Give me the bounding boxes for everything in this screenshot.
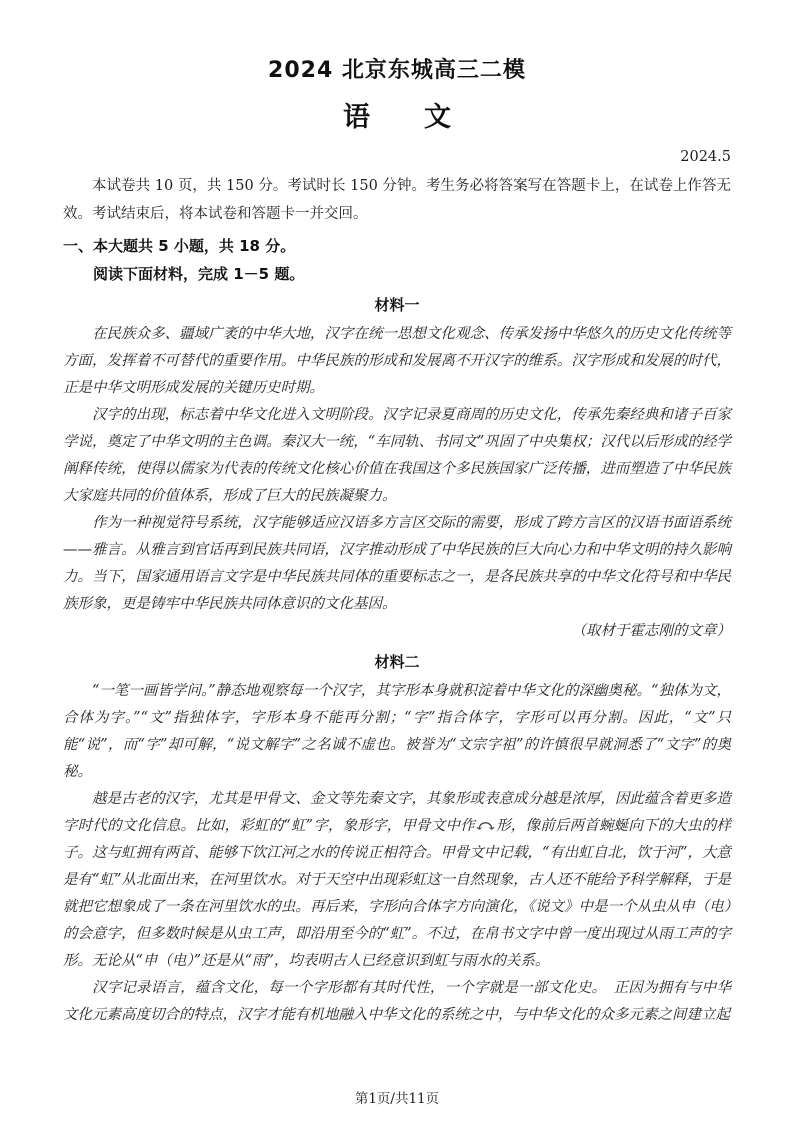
reading-prompt: 阅读下面材料，完成 1－5 题。	[93, 265, 305, 283]
page-number-footer: 第1页/共11页	[354, 1091, 440, 1107]
oracle-bone-rainbow-glyph	[476, 818, 495, 831]
exam-subject: 语 文	[343, 102, 451, 133]
rainbow-paragraph-text-before: 越是古老的汉字，尤其是甲骨文、金文等先秦文字，其象形或表意成分越是浓厚，因此蕴含着更多造字时代的文化信息。比如，彩虹的“虹”字，象形字，甲骨文中作	[63, 791, 731, 834]
material-one-paragraph-2: 汉字的出现，标志着中华文化进入文明阶段。汉字记录夏商周的历史文化，传承先秦经典和诸子百家学说，奠定了中华文明的主色调。秦汉大一统，“车同轨、书同文”巩固了中央集权；汉代以后形成的经学阐释传统，使得以儒家为代表的传统文化核心价值在我国这个多民族国家广泛传播，进而塑造了中华民族大家庭共同的价值体系，形成了巨大的民族凝聚力。	[63, 407, 731, 504]
material-two-paragraph-1: “一笔一画皆学问。”静态地观察每一个汉字，其字形本身就积淀着中华文化的深幽奥秘。“独体为文，合体为字。”“文”指独体字，字形本身不能再分割；“字”指合体字，字形可以再分割。因此，“文”只能“说”，而“字”却可解，“说文解字”之名诚不虚也。被誉为“文宗字祖”的许慎很早就洞悉了“文字”的奥秘。	[63, 683, 731, 780]
material-one-paragraph-3: 作为一种视觉符号系统，汉字能够适应汉语多方言区交际的需要，形成了跨方言区的汉语书面语系统——雅言。从雅言到官话再到民族共同语，汉字推动形成了中华民族的巨大向心力和中华文明的持久影响力。当下，国家通用语言文字是中华民族共同体的重要标志之一，是各民族共享的中华文化符号和中华民族形象，更是铸牢中华民族共同体意识的文化基因。	[63, 515, 731, 612]
section-one-heading: 一、本大题共 5 小题，共 18 分。	[63, 237, 296, 255]
material-two-paragraph-3: 汉字记录语言，蕴含文化，每一个字形都有其时代性，一个字就是一部文化史。 正因为拥有与中华文化元素高度切合的特点，汉字才能有机地融入中华文化的系统之中，与中华文化的众多元素之间建立起	[63, 980, 731, 1023]
material-one-source: （取材于霍志刚的文章）	[571, 623, 731, 639]
material-two-paragraph-rainbow	[63, 786, 731, 975]
material-two-title: 材料二	[374, 653, 420, 671]
rainbow-paragraph-text-after: 形，像前后两首蜿蜒向下的大虫的样子。这与虹拥有两首、能够下饮江河之水的传说正相符合。甲骨文中记载，“有出虹自北，饮于河”，大意是有“虹”从北面出来，在河里饮水。对于天空中出现彩虹这一自然现象，古人还不能给予科学解释，于是就把它想象成了一条在河里饮水的虫。再后来，字形向合体字方向演化，《说文》中是一个从虫从申（电）的会意字，但多数时候是从虫工声，即沿用至今的“虹”。不过，在帛书文字中曾一度出现过从雨工声的字形。无论从“申（电）”还是从“雨”，均表明古人已经意识到虹与雨水的关系。	[63, 818, 732, 969]
material-one-title: 材料一	[374, 296, 420, 314]
exam-title: 2024 北京东城高三二模	[268, 58, 526, 83]
exam-instructions: 本试卷共 10 页，共 150 分。考试时长 150 分钟。考生务必将答案写在答题卡上，在试卷上作答无效。考试结束后，将本试卷和答题卡一并交回。	[63, 178, 731, 222]
exam-date: 2024.5	[680, 149, 731, 165]
material-one-paragraph-1: 在民族众多、疆域广袤的中华大地，汉字在统一思想文化观念、传承发扬中华悠久的历史文化传统等方面，发挥着不可替代的重要作用。中华民族的形成和发展离不开汉字的维系。汉字形成和发展的时代，正是中华文明形成发展的关键历史时期。	[63, 326, 731, 396]
